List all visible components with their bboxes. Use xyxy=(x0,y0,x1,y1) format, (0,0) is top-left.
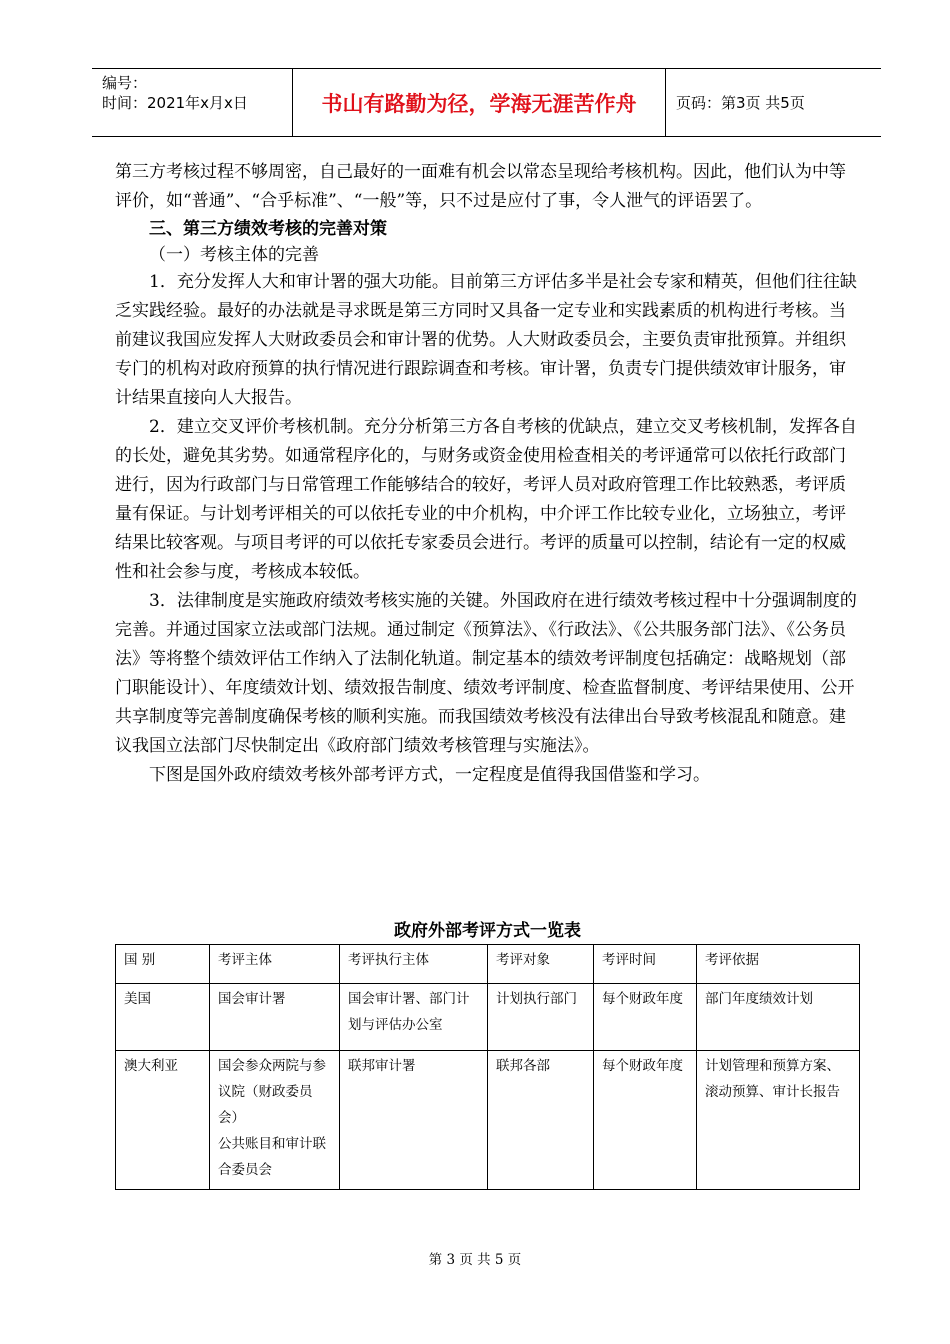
table-cell: 部门年度绩效计划 xyxy=(697,984,860,1051)
table-header-cell: 考评时间 xyxy=(594,945,697,984)
table-cell: 计划执行部门 xyxy=(488,984,594,1051)
table-cell: 美国 xyxy=(116,984,210,1051)
paragraph-4: 下图是国外政府绩效考核外部考评方式，一定程度是值得我国借鉴和学习。 xyxy=(149,765,710,785)
table-row xyxy=(116,984,860,1051)
paragraph-1: 1．充分发挥人大和审计署的强大功能。目前第三方评估多半是社会专家和精英，但他们往往缺乏实践经验。最好的办法就是寻求既是第三方同时又具备一定专业和实践素质的机构进行考核。当前建议我国应发挥人大财政委员会和审计署的优势。人大财政委员会，主要负责审批预算。并组织专门的机构对政府预算的执行情况进行跟踪调查和考核。审计署，负责专门提供绩效审计服务，审计结果直接向人大报告。 xyxy=(115,272,857,408)
header-meta xyxy=(92,69,293,136)
section-title: 三、第三方绩效考核的完善对策 xyxy=(149,219,387,239)
paragraph-2: 2．建立交叉评价考核机制。充分分析第三方各自考核的优缺点，建立交叉考核机制，发挥各自的长处，避免其劣势。如通常程序化的，与财务或资金使用检查相关的考评通常可以依托行政部门进行，因为行政部门与日常管理工作能够结合的较好，考评人员对政府管理工作比较熟悉，考评质量有保证。与计划考评相关的可以依托专业的中介机构，中介评工作比较专业化，立场独立，考评结果比较客观。与项目考评的可以依托专家委员会进行。考评的质量可以控制，结论有一定的权威性和社会参与度，考核成本较低。 xyxy=(115,417,857,582)
paragraph-3: 3．法律制度是实施政府绩效考核实施的关键。外国政府在进行绩效考核过程中十分强调制度的完善。并通过国家立法或部门法规。通过制定《预算法》、《行政法》、《公共服务部门法》、《公务员法》等将整个绩效评估工作纳入了法制化轨道。制定基本的绩效考评制度包括确定：战略规划（部门职能设计）、年度绩效计划、绩效报告制度、绩效考评制度、检查监督制度、考评结果使用、公开共享制度等完善制度确保考核的顺利实施。而我国绩效考核没有法律出台导致考核混乱和随意。建议我国立法部门尽快制定出《政府部门绩效考核管理与实施法》。 xyxy=(115,591,857,756)
page-footer: 第 3 页 共 5 页 xyxy=(428,1252,522,1268)
table-header-cell: 考评主体 xyxy=(210,945,340,984)
table-cell: 每个财政年度 xyxy=(594,984,697,1051)
header-number: 编号： xyxy=(102,74,148,92)
table-cell: 澳大利亚 xyxy=(116,1051,210,1190)
page-header xyxy=(92,68,881,137)
paragraph-continued: 第三方考核过程不够周密，自己最好的一面难有机会以常态呈现给考核机构。因此，他们认为中等评价，如“普通”、“合乎标准”、“一般”等，只不过是应付了事，令人泄气的评语罢了。 xyxy=(115,162,846,211)
table-cell: 国会审计署、部门计划与评估办公室 xyxy=(340,984,488,1051)
table-header-row xyxy=(116,945,860,984)
header-page-number: 页码：第3页 共5页 xyxy=(676,94,805,112)
table-cell: 联邦审计署 xyxy=(340,1051,488,1190)
header-time: 时间：2021年x月x日 xyxy=(102,94,248,112)
table-cell: 国会参众两院与参议院（财政委员会） 公共账目和审计联合委员会 xyxy=(210,1051,340,1190)
table-row xyxy=(116,1051,860,1190)
table-cell: 每个财政年度 xyxy=(594,1051,697,1190)
table-cell: 国会审计署 xyxy=(210,984,340,1051)
document-body xyxy=(115,158,860,790)
evaluation-table xyxy=(115,944,860,1190)
table-header-cell: 国 别 xyxy=(116,945,210,984)
header-motto: 书山有路勤为径，学海无涯苦作舟 xyxy=(293,69,666,136)
table-header-cell: 考评对象 xyxy=(488,945,594,984)
table-cell: 联邦各部 xyxy=(488,1051,594,1190)
table-header-cell: 考评执行主体 xyxy=(340,945,488,984)
subsection-title: （一）考核主体的完善 xyxy=(149,245,319,265)
table-header-cell: 考评依据 xyxy=(697,945,860,984)
table-cell: 计划管理和预算方案、滚动预算、审计长报告 xyxy=(697,1051,860,1190)
table-title: 政府外部考评方式一览表 xyxy=(394,921,581,941)
